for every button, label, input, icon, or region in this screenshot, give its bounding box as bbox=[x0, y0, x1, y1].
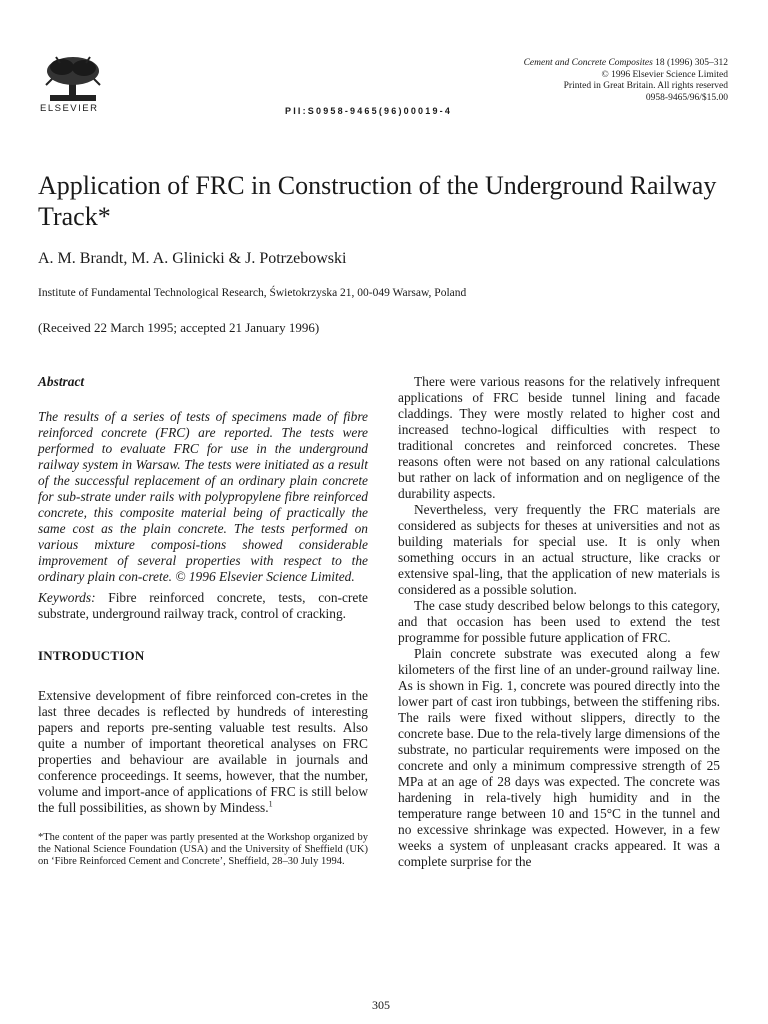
pii-code: PII:S0958-9465(96)00019-4 bbox=[285, 106, 453, 116]
body-paragraph-3: The case study described below belongs to this category, and that occasion has been used to extend the test programme for possible future application of FRC. bbox=[398, 598, 720, 645]
copyright-line: © 1996 Elsevier Science Limited bbox=[601, 69, 728, 80]
journal-volume: 18 (1996) 305–312 bbox=[655, 58, 728, 68]
received-dates: (Received 22 March 1995; accepted 21 January 1996) bbox=[38, 320, 320, 335]
body-paragraph-4: Plain concrete substrate was executed along a few kilometers of the first line of an under-ground railway line. As is shown in Fig. 1, concrete was poured directly into the lower part of cast iron tubbings, between the stiffening ribs. The rails were fixed without slippers, directly to the concrete base. Due to the rela-tively large dimensions of the substrate, no particular requirements were imposed on the concrete and only a minimum compressive strength of 25 MPa at an age of 28 days was expected. The concrete was hardening in rela-tively high humidity and in the temperature range between 10 and 15°C in the tunnel and no excessive shrinkage was expected. However, in a few weeks a system of unpleasant cracks appeared. It was a complete surprise for the bbox=[398, 646, 720, 869]
keywords-list: Fibre reinforced concrete, tests, con-crete substrate, underground railway track, control of cracking. bbox=[38, 590, 368, 621]
abstract-heading: Abstract bbox=[38, 374, 85, 389]
keywords-label: Keywords: bbox=[38, 590, 96, 605]
introduction-heading: INTRODUCTION bbox=[38, 648, 145, 663]
journal-reference-line bbox=[524, 58, 728, 70]
paper-title: Application of FRC in Construction of the Underground Railway Track* bbox=[38, 171, 717, 231]
publisher-name: ELSEVIER bbox=[40, 103, 99, 114]
reference-marker: 1 bbox=[268, 799, 273, 809]
journal-citation-block bbox=[524, 58, 728, 104]
body-paragraph-2: Nevertheless, very frequently the FRC materials are considered as subjects for theses at universities and not as building materials for special use. It is only when something occurs in an actual structure, like cracks or extensive spal-ling, that the application of new materials is considered as a possible solution. bbox=[398, 502, 720, 597]
introduction-text: Extensive development of fibre reinforced con-cretes in the last three decades is reflected by hundreds of interesting papers and reports pre-senting valuable test results. Also quite a number of important theoretical analyses on FRC properties and behaviour are available in journals and conference proceedings. It seems, however, that the number, volume and import-ance of applications of FRC is still below the full possibilities, as shown by Mindess. bbox=[38, 688, 368, 815]
elsevier-tree-logo bbox=[42, 55, 104, 103]
issn-line: 0958-9465/96/$15.00 bbox=[645, 92, 728, 103]
body-paragraph-1: There were various reasons for the relatively infrequent applications of FRC beside tunnel lining and facade claddings. They were mostly related to higher cost and increased techno-logical difficulties with respect to traditional concretes and reinforced concretes. These reasons often were not based on any rational calculations but rather on lack of information and on negligence of the durability aspects. bbox=[398, 374, 720, 501]
left-column bbox=[38, 374, 368, 868]
keywords bbox=[38, 590, 368, 622]
introduction-paragraph bbox=[38, 688, 368, 816]
journal-name: Cement and Concrete Composites bbox=[523, 58, 653, 68]
footnote: *The content of the paper was partly presented at the Workshop organized by the National Science Foundation (USA) and the University of Sheffield (UK) on ‘Fibre Reinforced Cement and Concrete’, Sheffield, 28–30 July 1994. bbox=[38, 832, 368, 867]
author-list: A. M. Brandt, M. A. Glinicki & J. Potrzebowski bbox=[38, 250, 347, 267]
affiliation: Institute of Fundamental Technological Research, Świetokrzyska 21, 00-049 Warsaw, Poland bbox=[38, 287, 467, 299]
abstract-text: The results of a series of tests of specimens made of fibre reinforced concrete (FRC) are reported. The tests were performed to evaluate FRC for use in the underground railway system in Warsaw. The tests were initiated as a result of the successful replacement of an ordinary plain concrete for sub-strate under rails with polypropylene fibre reinforced concrete, this composite material being of practically the same cost as the plain concrete. The tests performed on various mixture composi-tions showed considerable improvement of several properties with respect to the ordinary plain con-crete. © 1996 Elsevier Science Limited. bbox=[38, 409, 368, 584]
right-column bbox=[398, 374, 720, 870]
printed-line: Printed in Great Britain. All rights reserved bbox=[563, 81, 728, 91]
page-number: 305 bbox=[372, 998, 390, 1012]
